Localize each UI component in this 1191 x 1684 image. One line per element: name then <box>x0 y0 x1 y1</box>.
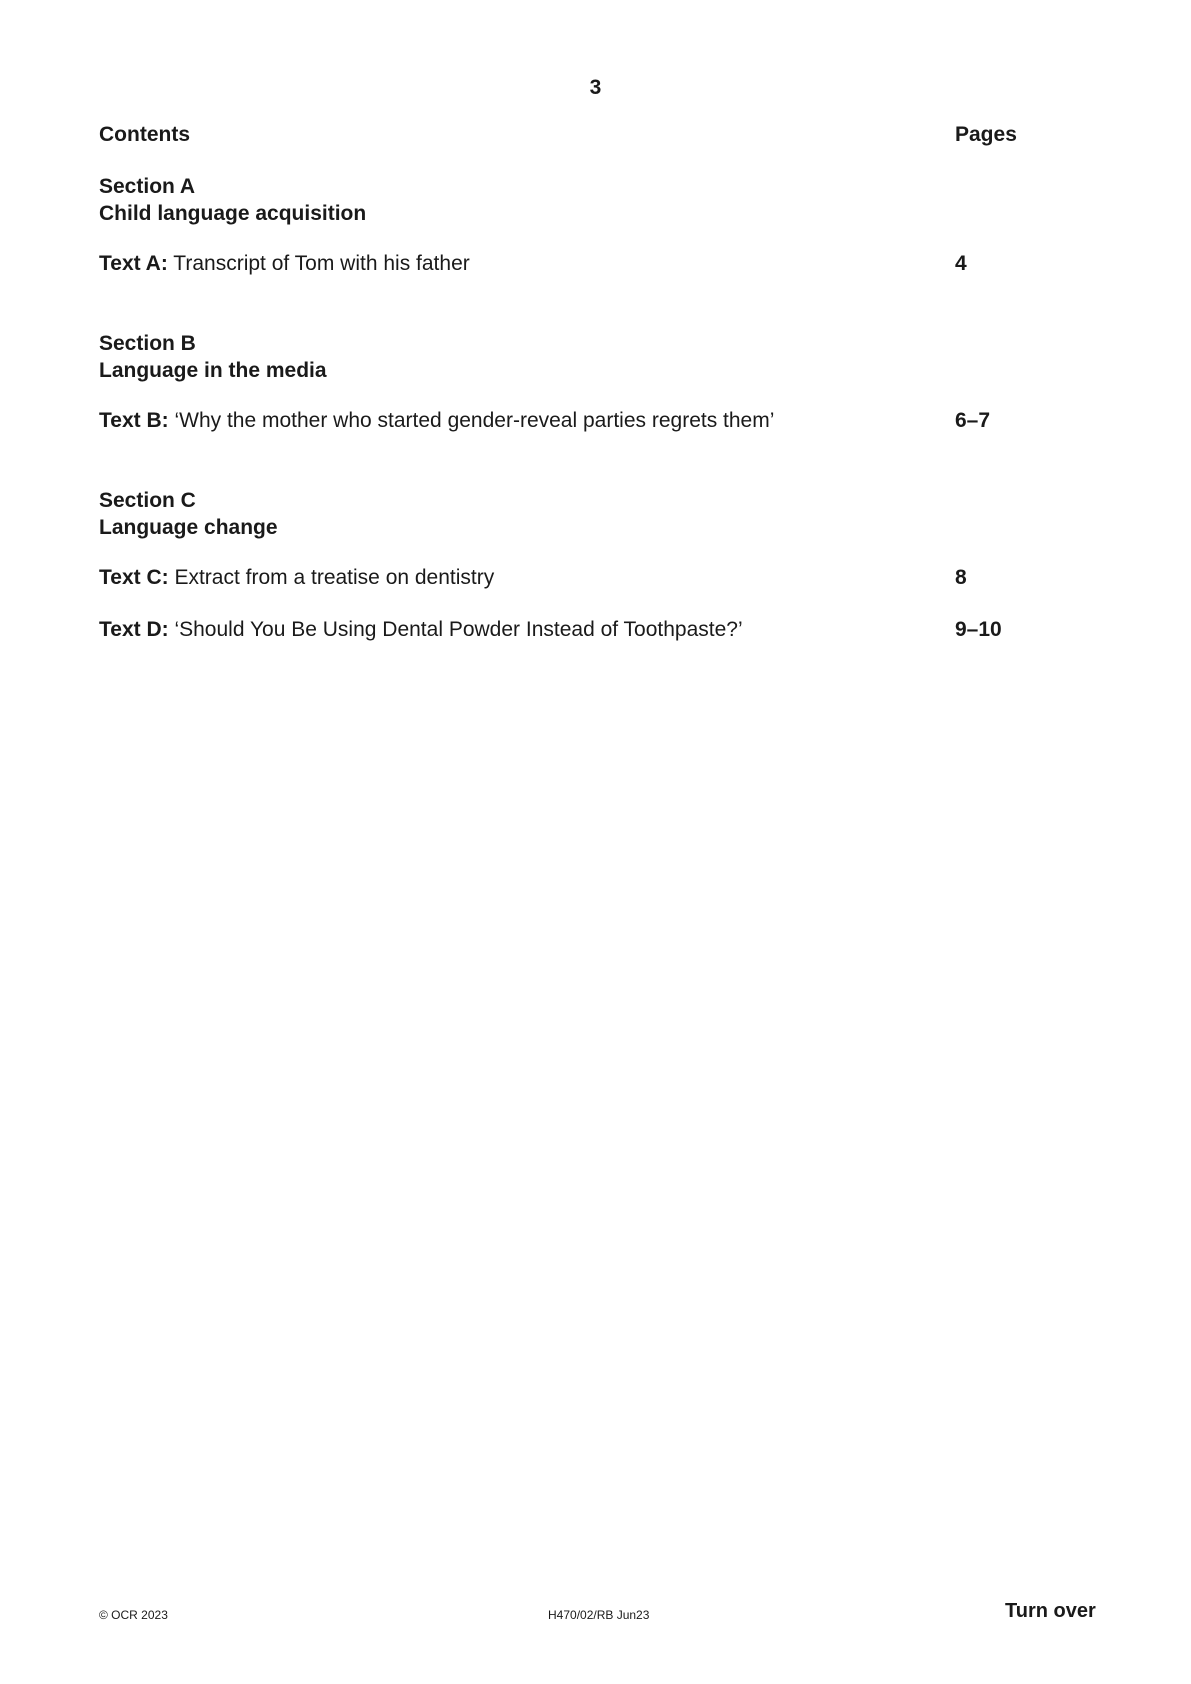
entry-title: ‘Why the mother who started gender-reveal parties regrets them’ <box>168 409 775 432</box>
entry-label: Text C: <box>99 566 169 589</box>
section-a-subheading: Child language acquisition <box>99 202 367 225</box>
footer-turn-over: Turn over <box>1005 1600 1096 1622</box>
entry-label: Text A: <box>99 252 168 275</box>
entry-page-text-d: 9–10 <box>955 618 1002 641</box>
entry-page-text-b: 6–7 <box>955 409 991 432</box>
section-a-title <box>99 173 366 227</box>
entry-title: Transcript of Tom with his father <box>167 252 470 275</box>
entry-label: Text D: <box>99 618 169 641</box>
footer-paper-code: H470/02/RB Jun23 <box>548 1608 650 1622</box>
page-number: 3 <box>589 76 602 99</box>
section-c-title <box>99 487 278 541</box>
toc-entry-text-b <box>99 409 774 433</box>
section-c-subheading: Language change <box>99 516 278 539</box>
section-c-heading: Section C <box>99 489 196 512</box>
entry-label: Text B: <box>99 409 169 432</box>
entry-title: Extract from a treatise on dentistry <box>168 566 495 589</box>
entry-page-text-a: 4 <box>955 252 967 275</box>
section-b-subheading: Language in the media <box>99 359 327 382</box>
footer-copyright: © OCR 2023 <box>99 1608 168 1622</box>
section-b-heading: Section B <box>99 332 196 355</box>
section-b-title <box>99 330 327 384</box>
section-a-heading: Section A <box>99 175 196 198</box>
toc-entry-text-d <box>99 618 743 642</box>
contents-heading: Contents <box>99 123 190 146</box>
toc-entry-text-c <box>99 566 494 590</box>
pages-heading: Pages <box>955 123 1017 146</box>
entry-page-text-c: 8 <box>955 566 967 589</box>
entry-title: ‘Should You Be Using Dental Powder Instead of Toothpaste?’ <box>168 618 743 641</box>
toc-entry-text-a <box>99 252 470 276</box>
